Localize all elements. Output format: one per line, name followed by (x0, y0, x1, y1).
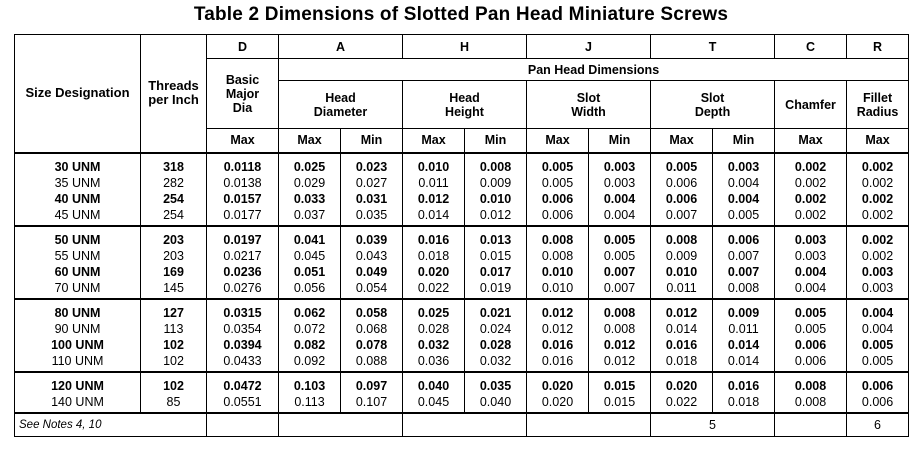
header-chamfer: Chamfer (775, 81, 847, 129)
dimension-cell: 0.056 (279, 280, 341, 299)
dimension-cell: 0.0217 (207, 248, 279, 264)
dimension-cell: 0.003 (775, 226, 847, 248)
dimension-cell: 0.003 (847, 264, 909, 280)
dimension-cell: 0.004 (775, 264, 847, 280)
dimension-cell: 0.005 (847, 353, 909, 372)
size-designation-cell: 110 UNM (15, 353, 141, 372)
dimension-cell: 0.058 (341, 299, 403, 321)
dimension-cell: 0.014 (403, 207, 465, 226)
dimension-cell: 0.0118 (207, 153, 279, 175)
dimension-cell: 0.016 (527, 337, 589, 353)
dimension-cell: 0.0551 (207, 394, 279, 413)
dimension-cell: 0.014 (713, 337, 775, 353)
header-a-min: Min (341, 129, 403, 153)
header-r-max: Max (847, 129, 909, 153)
dimension-cell: 0.008 (775, 394, 847, 413)
size-designation-cell: 70 UNM (15, 280, 141, 299)
dimension-cell: 0.016 (527, 353, 589, 372)
table-row (15, 394, 909, 413)
dimension-cell: 0.006 (527, 191, 589, 207)
size-designation-cell: 40 UNM (15, 191, 141, 207)
dimension-cell: 0.004 (847, 321, 909, 337)
header-a-max: Max (279, 129, 341, 153)
dimension-cell: 0.036 (403, 353, 465, 372)
dimension-cell: 0.002 (847, 153, 909, 175)
dimension-cell: 0.023 (341, 153, 403, 175)
dimension-cell: 0.020 (527, 372, 589, 394)
dimension-cell: 0.005 (775, 299, 847, 321)
dimension-cell: 0.031 (341, 191, 403, 207)
threads-cell: 127 (141, 299, 207, 321)
dimension-cell: 0.028 (403, 321, 465, 337)
dimension-cell: 0.006 (527, 207, 589, 226)
table-row (15, 207, 909, 226)
table-row (15, 153, 909, 175)
header-slot-depth: Slot Depth (651, 81, 775, 129)
dimension-cell: 0.018 (403, 248, 465, 264)
table-title: Table 2 Dimensions of Slotted Pan Head Miniature Screws (193, 4, 729, 25)
header-t-min: Min (713, 129, 775, 153)
dimension-cell: 0.003 (713, 153, 775, 175)
dimension-cell: 0.007 (713, 248, 775, 264)
table-row (15, 175, 909, 191)
dimension-cell: 0.002 (847, 248, 909, 264)
header-size-designation: Size Designation (15, 35, 141, 153)
dimension-cell: 0.068 (341, 321, 403, 337)
dimension-cell: 0.035 (341, 207, 403, 226)
dimension-cell: 0.011 (651, 280, 713, 299)
dimension-cell: 0.040 (403, 372, 465, 394)
dimension-cell: 0.014 (651, 321, 713, 337)
table-group-3 (15, 299, 909, 372)
dimension-cell: 0.016 (403, 226, 465, 248)
table-row (15, 337, 909, 353)
dimension-cell: 0.0433 (207, 353, 279, 372)
dimension-cell: 0.008 (589, 321, 651, 337)
dimension-cell: 0.029 (279, 175, 341, 191)
dimension-cell: 0.018 (713, 394, 775, 413)
dimension-cell: 0.004 (847, 299, 909, 321)
dimensions-table (14, 34, 909, 437)
dimension-cell: 0.006 (775, 337, 847, 353)
header-letter-h: H (403, 35, 527, 59)
size-designation-cell: 45 UNM (15, 207, 141, 226)
dimension-cell: 0.103 (279, 372, 341, 394)
dimension-cell: 0.0276 (207, 280, 279, 299)
dimension-cell: 0.027 (341, 175, 403, 191)
dimension-cell: 0.0177 (207, 207, 279, 226)
dimension-cell: 0.049 (341, 264, 403, 280)
threads-cell: 85 (141, 394, 207, 413)
size-designation-cell: 35 UNM (15, 175, 141, 191)
dimension-cell: 0.019 (465, 280, 527, 299)
size-designation-cell: 120 UNM (15, 372, 141, 394)
threads-cell: 203 (141, 248, 207, 264)
dimension-cell: 0.004 (589, 207, 651, 226)
dimension-cell: 0.088 (341, 353, 403, 372)
dimension-cell: 0.009 (465, 175, 527, 191)
table-group-4 (15, 372, 909, 413)
dimension-cell: 0.005 (589, 226, 651, 248)
threads-cell: 113 (141, 321, 207, 337)
dimension-cell: 0.008 (527, 248, 589, 264)
dimension-cell: 0.015 (589, 394, 651, 413)
dimension-cell: 0.022 (651, 394, 713, 413)
dimension-cell: 0.097 (341, 372, 403, 394)
dimension-cell: 0.021 (465, 299, 527, 321)
dimension-cell: 0.009 (713, 299, 775, 321)
dimension-cell: 0.002 (847, 226, 909, 248)
notes-blank-j (527, 413, 651, 437)
dimension-cell: 0.028 (465, 337, 527, 353)
header-c-max: Max (775, 129, 847, 153)
dimension-cell: 0.005 (589, 248, 651, 264)
dimension-cell: 0.010 (527, 280, 589, 299)
dimension-cell: 0.017 (465, 264, 527, 280)
see-notes-text: See Notes 4, 10 (15, 413, 207, 437)
dimension-cell: 0.010 (651, 264, 713, 280)
dimension-cell: 0.0394 (207, 337, 279, 353)
table-notes (15, 413, 909, 437)
dimension-cell: 0.012 (403, 191, 465, 207)
dimension-cell: 0.007 (651, 207, 713, 226)
dimension-cell: 0.082 (279, 337, 341, 353)
threads-cell: 169 (141, 264, 207, 280)
dimension-cell: 0.008 (713, 280, 775, 299)
table-header (15, 35, 909, 153)
dimension-cell: 0.010 (403, 153, 465, 175)
dimension-cell: 0.020 (651, 372, 713, 394)
size-designation-cell: 80 UNM (15, 299, 141, 321)
dimension-cell: 0.003 (589, 153, 651, 175)
dimension-cell: 0.006 (775, 353, 847, 372)
header-head-diameter: Head Diameter (279, 81, 403, 129)
header-letter-r: R (847, 35, 909, 59)
dimension-cell: 0.012 (527, 299, 589, 321)
dimension-cell: 0.045 (403, 394, 465, 413)
size-designation-cell: 90 UNM (15, 321, 141, 337)
size-designation-cell: 50 UNM (15, 226, 141, 248)
dimension-cell: 0.007 (713, 264, 775, 280)
dimensions-table-wrapper (14, 34, 908, 437)
notes-blank-c (775, 413, 847, 437)
table-group-1 (15, 153, 909, 226)
dimension-cell: 0.035 (465, 372, 527, 394)
dimension-cell: 0.012 (589, 337, 651, 353)
header-letter-t: T (651, 35, 775, 59)
dimension-cell: 0.0197 (207, 226, 279, 248)
dimension-cell: 0.012 (527, 321, 589, 337)
table-row (15, 321, 909, 337)
notes-t-note: 5 (651, 413, 775, 437)
dimension-cell: 0.004 (775, 280, 847, 299)
size-designation-cell: 140 UNM (15, 394, 141, 413)
dimension-cell: 0.006 (651, 191, 713, 207)
dimension-cell: 0.006 (651, 175, 713, 191)
notes-r-note: 6 (847, 413, 909, 437)
dimension-cell: 0.011 (403, 175, 465, 191)
dimension-cell: 0.006 (847, 394, 909, 413)
dimension-cell: 0.041 (279, 226, 341, 248)
header-t-max: Max (651, 129, 713, 153)
dimension-cell: 0.0138 (207, 175, 279, 191)
dimension-cell: 0.002 (775, 175, 847, 191)
table-row (15, 248, 909, 264)
dimension-cell: 0.012 (651, 299, 713, 321)
dimension-cell: 0.008 (465, 153, 527, 175)
dimension-cell: 0.016 (651, 337, 713, 353)
dimension-cell: 0.007 (589, 264, 651, 280)
header-letter-a: A (279, 35, 403, 59)
dimension-cell: 0.037 (279, 207, 341, 226)
notes-blank-d (207, 413, 279, 437)
dimension-cell: 0.040 (465, 394, 527, 413)
dimension-cell: 0.006 (713, 226, 775, 248)
dimension-cell: 0.007 (589, 280, 651, 299)
dimension-cell: 0.003 (589, 175, 651, 191)
dimension-cell: 0.016 (713, 372, 775, 394)
dimension-cell: 0.032 (403, 337, 465, 353)
dimension-cell: 0.045 (279, 248, 341, 264)
table-row (15, 191, 909, 207)
dimension-cell: 0.002 (775, 153, 847, 175)
header-fillet-radius: Fillet Radius (847, 81, 909, 129)
dimension-cell: 0.004 (713, 191, 775, 207)
size-designation-cell: 100 UNM (15, 337, 141, 353)
dimension-cell: 0.015 (465, 248, 527, 264)
size-designation-cell: 55 UNM (15, 248, 141, 264)
notes-blank-h (403, 413, 527, 437)
dimension-cell: 0.024 (465, 321, 527, 337)
table-group-2 (15, 226, 909, 299)
dimension-cell: 0.092 (279, 353, 341, 372)
dimension-cell: 0.113 (279, 394, 341, 413)
dimension-cell: 0.025 (403, 299, 465, 321)
dimension-cell: 0.003 (847, 280, 909, 299)
threads-cell: 145 (141, 280, 207, 299)
dimension-cell: 0.010 (465, 191, 527, 207)
notes-blank-a (279, 413, 403, 437)
dimension-cell: 0.033 (279, 191, 341, 207)
dimension-cell: 0.012 (465, 207, 527, 226)
threads-cell: 203 (141, 226, 207, 248)
dimension-cell: 0.051 (279, 264, 341, 280)
table-row (15, 372, 909, 394)
dimension-cell: 0.012 (589, 353, 651, 372)
header-letter-c: C (775, 35, 847, 59)
header-h-max: Max (403, 129, 465, 153)
header-letter-d: D (207, 35, 279, 59)
dimension-cell: 0.002 (847, 191, 909, 207)
table-row (15, 353, 909, 372)
dimension-cell: 0.008 (527, 226, 589, 248)
header-threads-per-inch: Threads per Inch (141, 35, 207, 153)
dimension-cell: 0.002 (775, 207, 847, 226)
dimension-cell: 0.002 (847, 175, 909, 191)
dimension-cell: 0.002 (847, 207, 909, 226)
header-pan-head-dimensions: Pan Head Dimensions (279, 59, 909, 81)
header-d-max: Max (207, 129, 279, 153)
dimension-cell: 0.008 (775, 372, 847, 394)
dimension-cell: 0.054 (341, 280, 403, 299)
dimension-cell: 0.015 (589, 372, 651, 394)
dimension-cell: 0.072 (279, 321, 341, 337)
dimension-cell: 0.005 (651, 153, 713, 175)
dimension-cell: 0.0157 (207, 191, 279, 207)
table-row (15, 226, 909, 248)
table-row (15, 264, 909, 280)
threads-cell: 102 (141, 353, 207, 372)
dimension-cell: 0.039 (341, 226, 403, 248)
dimension-cell: 0.008 (589, 299, 651, 321)
dimension-cell: 0.022 (403, 280, 465, 299)
dimension-cell: 0.013 (465, 226, 527, 248)
dimension-cell: 0.002 (775, 191, 847, 207)
dimension-cell: 0.0472 (207, 372, 279, 394)
header-slot-width: Slot Width (527, 81, 651, 129)
dimension-cell: 0.006 (847, 372, 909, 394)
dimension-cell: 0.025 (279, 153, 341, 175)
dimension-cell: 0.014 (713, 353, 775, 372)
threads-cell: 102 (141, 337, 207, 353)
threads-cell: 254 (141, 191, 207, 207)
threads-cell: 318 (141, 153, 207, 175)
dimension-cell: 0.008 (651, 226, 713, 248)
size-designation-cell: 30 UNM (15, 153, 141, 175)
dimension-cell: 0.005 (847, 337, 909, 353)
header-j-max: Max (527, 129, 589, 153)
size-designation-cell: 60 UNM (15, 264, 141, 280)
dimension-cell: 0.032 (465, 353, 527, 372)
table-row (15, 299, 909, 321)
header-j-min: Min (589, 129, 651, 153)
dimension-cell: 0.004 (589, 191, 651, 207)
dimension-cell: 0.010 (527, 264, 589, 280)
threads-cell: 254 (141, 207, 207, 226)
dimension-cell: 0.005 (527, 175, 589, 191)
dimension-cell: 0.0354 (207, 321, 279, 337)
dimension-cell: 0.107 (341, 394, 403, 413)
table-row (15, 280, 909, 299)
dimension-cell: 0.005 (713, 207, 775, 226)
dimension-cell: 0.0236 (207, 264, 279, 280)
threads-cell: 102 (141, 372, 207, 394)
dimension-cell: 0.062 (279, 299, 341, 321)
dimension-cell: 0.005 (775, 321, 847, 337)
header-letter-j: J (527, 35, 651, 59)
dimension-cell: 0.003 (775, 248, 847, 264)
header-h-min: Min (465, 129, 527, 153)
threads-cell: 282 (141, 175, 207, 191)
dimension-cell: 0.018 (651, 353, 713, 372)
dimension-cell: 0.043 (341, 248, 403, 264)
dimension-cell: 0.0315 (207, 299, 279, 321)
header-basic-major-dia: Basic Major Dia (207, 59, 279, 129)
dimension-cell: 0.020 (527, 394, 589, 413)
dimension-cell: 0.009 (651, 248, 713, 264)
header-head-height: Head Height (403, 81, 527, 129)
dimension-cell: 0.005 (527, 153, 589, 175)
dimension-cell: 0.004 (713, 175, 775, 191)
dimension-cell: 0.078 (341, 337, 403, 353)
dimension-cell: 0.011 (713, 321, 775, 337)
dimension-cell: 0.020 (403, 264, 465, 280)
